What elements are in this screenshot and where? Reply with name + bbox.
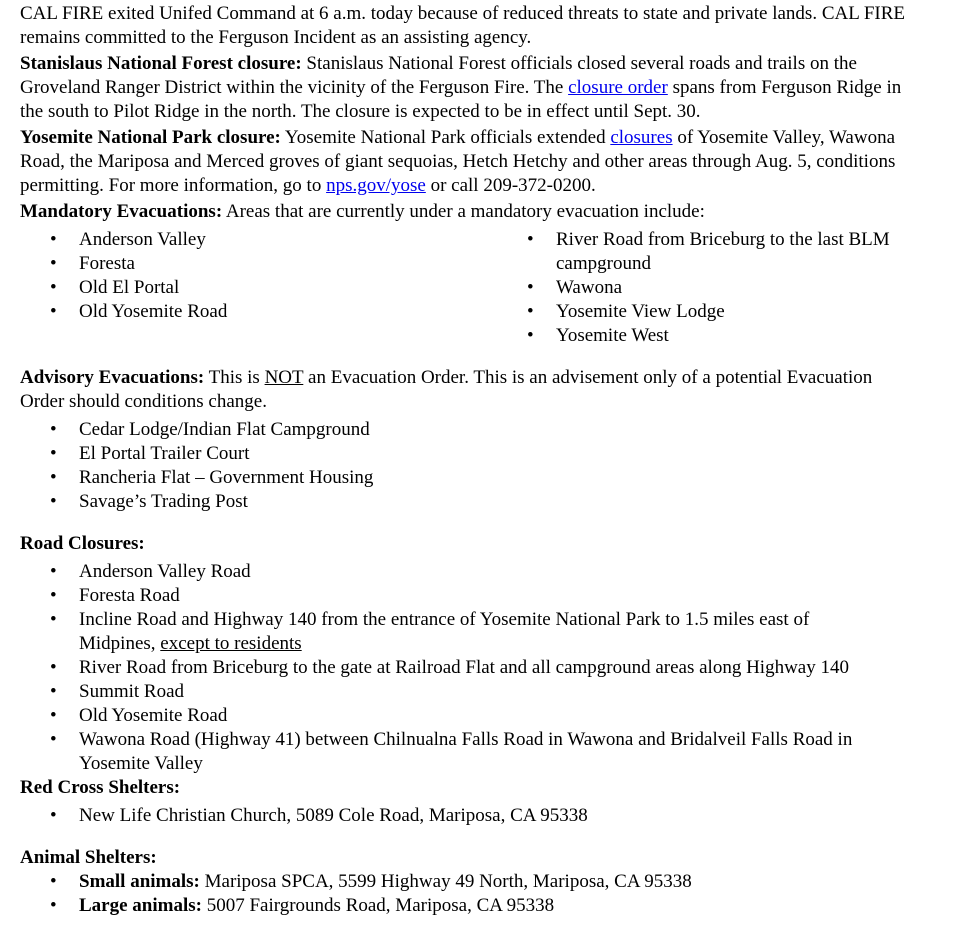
list-item: • River Road from Briceburg to the gate at Railroad Flat and all campground areas along Highway 140: [20, 656, 920, 680]
yosemite-label: Yosemite National Park closure:: [20, 127, 281, 148]
list-item: [20, 894, 920, 918]
list-item: • Old Yosemite Road: [20, 704, 920, 728]
nps-gov-yose-link[interactable]: nps.gov/yose: [326, 175, 426, 196]
except-to-residents-text: except to residents: [160, 633, 302, 654]
large-animals-text: 5007 Fairgrounds Road, Mariposa, CA 95338: [201, 895, 555, 916]
yosemite-text-2: of Yosemite Valley, Wawona Road, the Mariposa and Merced groves of giant sequoias, Hetch Hetchy and other areas through Aug. 5, conditions permitting. For more information, go to: [20, 127, 896, 196]
list-item: • Wawona Road (Highway 41) between Chilnualna Falls Road in Wawona and Bridalveil Falls Road in Yosemite Valley: [20, 728, 920, 776]
list-item: • New Life Christian Church, 5089 Cole Road, Mariposa, CA 95338: [20, 804, 920, 828]
stanislaus-text-1: Stanislaus National Forest officials closed several roads and trails on the Groveland Ranger District within the vicinity of the Ferguson Fire. The: [20, 53, 857, 98]
list-item: • Wawona: [497, 276, 920, 300]
stanislaus-text-2: spans from Ferguson Ridge in the south to Pilot Ridge in the north. The closure is expected to be in effect until Sept. 30.: [20, 77, 902, 122]
mandatory-label: Mandatory Evacuations:: [20, 201, 223, 222]
list-item: • Yosemite West: [497, 324, 920, 348]
animal-shelters-heading: [20, 846, 920, 870]
large-animals-label: Large animals:: [79, 895, 202, 916]
advisory-text-2: an Evacuation Order. This is an advisement only of a potential Evacuation Order should conditions change.: [20, 367, 873, 412]
list-item: • Old El Portal: [20, 276, 497, 300]
list-item: [20, 608, 920, 656]
yosemite-text-3: or call 209-372-0200.: [425, 175, 596, 196]
list-item: • Foresta Road: [20, 584, 920, 608]
list-item: • Rancheria Flat – Government Housing: [20, 466, 920, 490]
red-cross-label: Red Cross Shelters:: [20, 777, 181, 798]
mandatory-list-right: [497, 228, 920, 348]
spacer: [20, 348, 920, 366]
list-item: • Anderson Valley Road: [20, 560, 920, 584]
small-animals-label: Small animals:: [79, 871, 200, 892]
list-item: • River Road from Briceburg to the last BLM campground: [497, 228, 920, 276]
list-item: • Summit Road: [20, 680, 920, 704]
advisory-list: [20, 418, 920, 514]
small-animals-text: Mariposa SPCA, 5599 Highway 49 North, Mariposa, CA 95338: [199, 871, 692, 892]
animal-shelters-label: Animal Shelters:: [20, 847, 157, 868]
closures-link[interactable]: closures: [610, 127, 673, 148]
mandatory-text: Areas that are currently under a mandatory evacuation include:: [222, 201, 705, 222]
advisory-label: Advisory Evacuations:: [20, 367, 205, 388]
stanislaus-label: Stanislaus National Forest closure:: [20, 53, 302, 74]
advisory-not-text: NOT: [264, 367, 304, 388]
mandatory-list-left: [20, 228, 497, 324]
list-item: • Cedar Lodge/Indian Flat Campground: [20, 418, 920, 442]
list-item: • El Portal Trailer Court: [20, 442, 920, 466]
road-closures-label: Road Closures:: [20, 533, 145, 554]
intro-paragraph: CAL FIRE exited Unifed Command at 6 a.m. today because of reduced threats to state and private lands. CAL FIRE remains committed to the Ferguson Incident as an assisting agency.: [20, 3, 906, 48]
spacer: [20, 514, 920, 532]
mandatory-evacuation-lists: [20, 228, 920, 348]
list-item: • Old Yosemite Road: [20, 300, 497, 324]
list-item: [20, 870, 920, 894]
mandatory-list-left-column: [20, 228, 497, 348]
list-item: • Anderson Valley: [20, 228, 497, 252]
list-item: • Foresta: [20, 252, 497, 276]
yosemite-closure-paragraph: [20, 126, 920, 198]
list-item: • Savage’s Trading Post: [20, 490, 920, 514]
mandatory-list-right-column: [497, 228, 920, 348]
road-closures-list: [20, 560, 920, 776]
advisory-evacuations-paragraph: [20, 366, 920, 414]
road-item-3-text: Incline Road and Highway 140 from the entrance of Yosemite National Park to 1.5 miles east of Midpines,: [79, 609, 810, 654]
closure-order-link[interactable]: closure order: [568, 77, 668, 98]
spacer: [20, 828, 920, 846]
mandatory-evacuations-paragraph: [20, 200, 920, 224]
stanislaus-closure-paragraph: [20, 52, 920, 124]
document-body: [20, 2, 920, 918]
yosemite-text-1: Yosemite National Park officials extended: [280, 127, 611, 148]
red-cross-list: [20, 804, 920, 828]
red-cross-heading: [20, 776, 920, 800]
road-closures-heading: [20, 532, 920, 556]
list-item: • Yosemite View Lodge: [497, 300, 920, 324]
animal-shelters-list: [20, 870, 920, 918]
advisory-text-1: This is: [204, 367, 265, 388]
